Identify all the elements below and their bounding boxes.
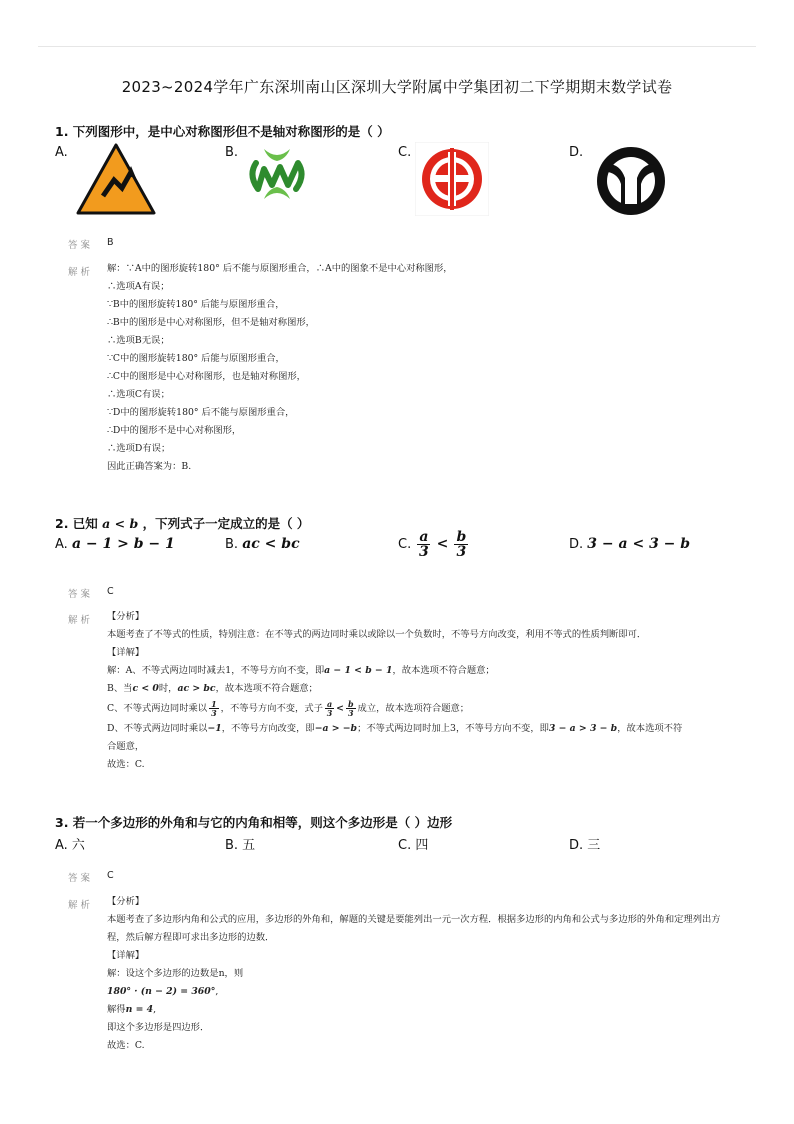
math: ac > bc [177,683,216,694]
fraction [346,700,356,717]
math: −1 [207,723,222,734]
q3-detail-line-1: 解：设这个多边形的边数是n，则 [107,968,244,979]
q1-analysis-line: ∴选项D有误； [107,443,171,454]
text: ，故本选项不符 [617,723,683,734]
q2-answer-value: C [107,586,114,597]
q2-detail-line-d [107,720,727,738]
q1-analysis-line: ∵B中的图形旋转180° 后能与原图形重合， [107,299,285,310]
q3-analysis-heading: 【分析】 [107,896,145,907]
q3-option-a: A. 六 [55,838,85,853]
text: , [215,986,219,997]
q3-detail-equation [107,983,727,1001]
q2-option-a-math: a − 1 > b − 1 [71,536,175,552]
text: ，故本选项不符合题意； [392,665,495,676]
math: c < 0 [132,683,159,694]
math: 3 − a > 3 − b [548,723,618,734]
q2-stem-math: a < b [102,516,139,531]
q1-stem: 1. 下列图形中，是中心对称图形但不是轴对称图形的是（ ） [55,124,390,139]
q3-detail-line-3 [107,1001,727,1019]
q1-analysis-line: ∴B中的图形是中心对称图形，但不是轴对称图形， [107,317,315,328]
q1-option-d-label: D. [569,145,584,160]
green-logo-icon [246,145,308,203]
q1-analysis-line: ∴D中的图形不是中心对称图形， [107,425,242,436]
q2-detail-line-a [107,662,727,680]
q3-option-d: D. 三 [569,838,601,853]
q1-option-c-label: C. [398,145,412,160]
q2-option-b-math: ac < bc [242,536,300,552]
q2-analysis-label: 解析 [68,615,94,626]
black-circle-logo-icon [594,144,668,218]
frac-numerator: b [347,699,354,709]
frac-numerator: a [326,699,333,709]
q1-analysis-label: 解析 [68,267,94,278]
q2-option-d [569,536,690,552]
text: ；不等式两边同时加上3，不等号方向不变，即 [357,723,549,734]
q2-analysis-body [107,608,727,774]
math: 180° · (n − 2) = 360° [107,986,216,997]
frac-numerator: b [456,529,467,545]
q1-analysis-line: ∴C中的图形是中心对称图形，也是轴对称图形， [107,371,306,382]
fraction [209,700,219,717]
q1-analysis-line: ∴选项A有误； [107,281,170,292]
q1-analysis-line: ∴选项C有误； [107,389,170,400]
q2-analysis-heading: 【分析】 [107,611,145,622]
text: ，不等号方向不变，式子 [220,703,323,714]
frac-denominator: 3 [419,544,429,560]
frac-numerator: 1 [211,699,217,709]
q1-analysis-line: 因此正确答案为：B. [107,461,192,472]
q2-detail-heading: 【详解】 [107,647,145,658]
q1-analysis-line: ∵D中的图形旋转180° 后不能与原图形重合， [107,407,295,418]
q3-final: 故选：C. [107,1040,145,1051]
text: ，故本选项不符合题意； [215,683,318,694]
q3-answer-value: C [107,870,114,881]
q2-option-a [55,536,175,552]
red-circle-emblem-icon [415,142,489,216]
q2-detail-line-d-cont: 合题意， [107,741,145,752]
q2-option-b [225,536,300,552]
q3-option-b: B. 五 [225,838,256,853]
q1-option-a-label: A. [55,145,68,160]
q1-option-b-label: B. [225,145,239,160]
frac-denominator: 3 [347,708,354,718]
q2-option-c-label: C. [398,537,412,552]
q2-stem-post: ，下列式子一定成立的是（ ） [142,516,310,531]
q2-stem-pre: 2. 已知 [55,516,98,531]
q1-answer-label: 答案 [68,240,94,251]
text: ，不等号方向改变，即 [221,723,315,734]
math: a − 1 < b − 1 [324,665,393,676]
q3-option-c: C. 四 [398,838,429,853]
math: −a > −b [314,723,358,734]
less-than-sign: < [336,703,344,714]
q1-analysis-line: 解：∵A中的图形旋转180° 后不能与原图形重合，∴A中的图象不是中心对称图形， [107,263,453,274]
frac-denominator: 3 [211,708,217,718]
q1-analysis-line: ∴选项B无误； [107,335,170,346]
q2-option-c-frac-left [417,530,430,559]
warning-sign-icon [76,142,156,216]
q2-final: 故选：C. [107,759,145,770]
q2-answer-label: 答案 [68,589,94,600]
q2-option-c-frac-right [454,530,468,559]
q3-detail-heading: 【详解】 [107,950,145,961]
q3-analysis-label: 解析 [68,900,94,911]
text: 解：A、不等式两边同时减去1，不等号方向不变，即 [107,665,325,676]
text: B、当 [107,683,133,694]
q2-option-a-label: A. [55,537,68,552]
text: C、不等式两边同时乘以 [107,703,208,714]
q2-option-b-label: B. [225,537,239,552]
q1-analysis-line: ∵C中的图形旋转180° 后能与原图形重合， [107,353,285,364]
q1-answer-value: B [107,237,114,248]
text: 解得 [107,1004,126,1015]
text: D、不等式两边同时乘以 [107,723,208,734]
frac-denominator: 3 [456,544,467,560]
page-title: 2023~2024学年广东深圳南山区深圳大学附属中学集团初二下学期期末数学试卷 [121,78,673,96]
q3-analysis-text: 本题考查了多边形内角和公式的应用，多边形的外角和，解题的关键是要能列出一元一次方程．根据多边形的内角和公式与多边形的外角和定理列出方程，然后解方程即可求出多边形的边数． [107,914,721,943]
text: , [153,1004,157,1015]
text: 时， [158,683,178,694]
text: 成立，故本选项符合题意； [357,703,470,714]
q2-option-d-math: 3 − a < 3 − b [587,536,691,552]
fraction [325,700,334,717]
q2-analysis-text: 本题考查了不等式的性质，特别注意：在不等式的两边同时乘以或除以一个负数时，不等号方向改变，利用不等式的性质判断即可． [107,629,647,640]
q2-option-d-label: D. [569,537,584,552]
math: n = 4 [125,1004,154,1015]
less-than-sign: < [436,536,449,552]
q2-stem [55,514,309,532]
q2-option-c [398,530,470,559]
q2-detail-line-c [107,698,727,720]
frac-numerator: a [419,529,429,545]
q3-detail-line-4: 即这个多边形是四边形． [107,1022,210,1033]
frac-denominator: 3 [326,708,333,718]
q2-detail-line-b [107,680,727,698]
q3-answer-label: 答案 [68,873,94,884]
q1-analysis-body [107,260,727,476]
q3-stem: 3. 若一个多边形的外角和与它的内角和相等，则这个多边形是（ ）边形 [55,815,453,830]
top-divider [38,46,756,47]
q3-analysis-body [107,893,727,1055]
